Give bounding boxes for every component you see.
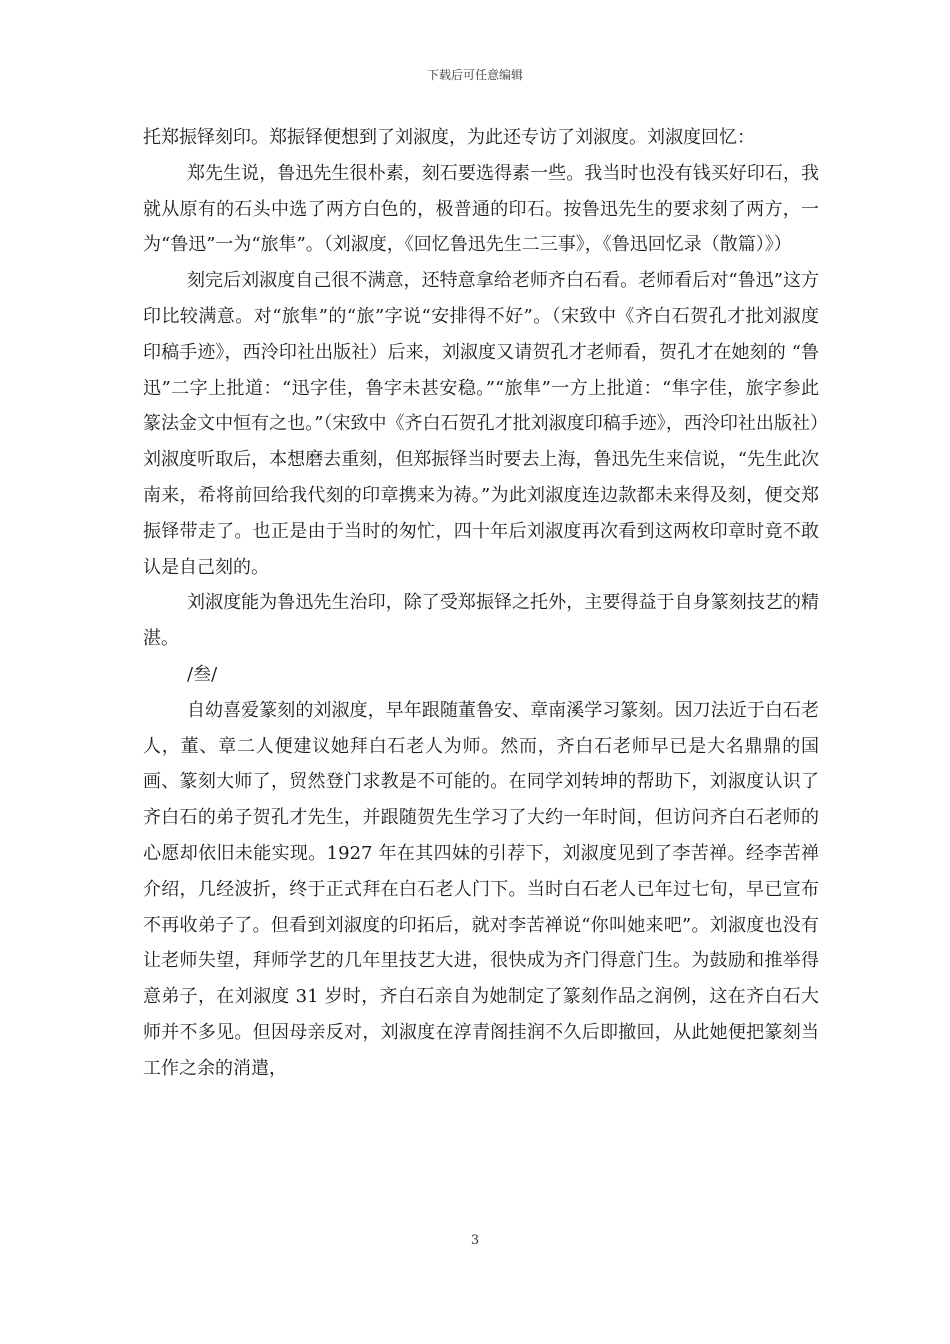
paragraph-quote: 郑先生说，鲁迅先生很朴素，刻石要选得素一些。我当时也没有钱买好印石，我就从原有的石头中选了两方白色的，极普通的印石。按鲁迅先生的要求刻了两方，一为“鲁迅”一为“旅隼”。（刘淑度，《回忆鲁迅先生二三事》，《鲁迅回忆录（散篇）》） [143,162,819,256]
paragraph: 自幼喜爱篆刻的刘淑度，早年跟随董鲁安、章南溪学习篆刻。因刀法近于白石老人，董、章二人便建议她拜白石老人为师。然而，齐白石老师早已是大名鼎鼎的国画、篆刻大师了，贸然登门求教是不可能的。在同学刘转坤的帮助下，刘淑度认识了齐白石的弟子贺孔才先生，并跟随贺先生学习了大约一年时间，但访问齐白石老师的心愿却依旧未能实现。1927 年在其四妹的引荐下，刘淑度见到了李苦禅。经李苦禅介绍，几经波折，终于正式拜在白石老人门下。当时白石老人已年过七旬，早已宣布不再收弟子了。但看到刘淑度的印拓后，就对李苦禅说“你叫她来吧”。刘淑度也没有让老师失望，拜师学艺的几年里技艺大进，很快成为齐门得意门生。为鼓励和推举得意弟子，在刘淑度 31 岁时，齐白石亲自为她制定了篆刻作品之润例，这在齐白石大师并不多见。但因母亲反对，刘淑度在淳青阁挂润不久后即撤回，从此她便把篆刻当工作之余的消遣， [143,699,819,1079]
body-text [143,120,819,1087]
page-header: 下载后可任意编辑 [426,68,523,82]
paragraph: 刻完后刘淑度自己很不满意，还特意拿给老师齐白石看。老师看后对“鲁迅”这方印比较满意。对“旅隼”的“旅”字说“安排得不好”。（宋致中《齐白石贺孔才批刘淑度印稿手迹》，西泠印社出版社）后来，刘淑度又请贺孔才老师看，贺孔才在她刻的 “鲁迅”二字上批道：“迅字佳，鲁字未甚安稳。”“旅隼”一方上批道：“隼字佳，旅字参此篆法金文中恒有之也。”（宋致中《齐白石贺孔才批刘淑度印稿手迹》，西泠印社出版社）刘淑度听取后，本想磨去重刻，但郑振铎当时要去上海，鲁迅先生来信说，“先生此次南来，希将前回给我代刻的印章携来为祷。”为此刘淑度连边款都未来得及刻，便交郑振铎带走了。也正是由于当时的匆忙，四十年后刘淑度再次看到这两枚印章时竟不敢认是自己刻的。 [143,270,819,578]
section-heading: /叁/ [187,663,218,685]
paragraph-continuation: 托郑振铎刻印。郑振铎便想到了刘淑度，为此还专访了刘淑度。刘淑度回忆： [143,127,755,148]
paragraph: 刘淑度能为鲁迅先生治印，除了受郑振铎之托外，主要得益于自身篆刻技艺的精湛。 [143,592,819,650]
page-number: 3 [470,1233,480,1248]
